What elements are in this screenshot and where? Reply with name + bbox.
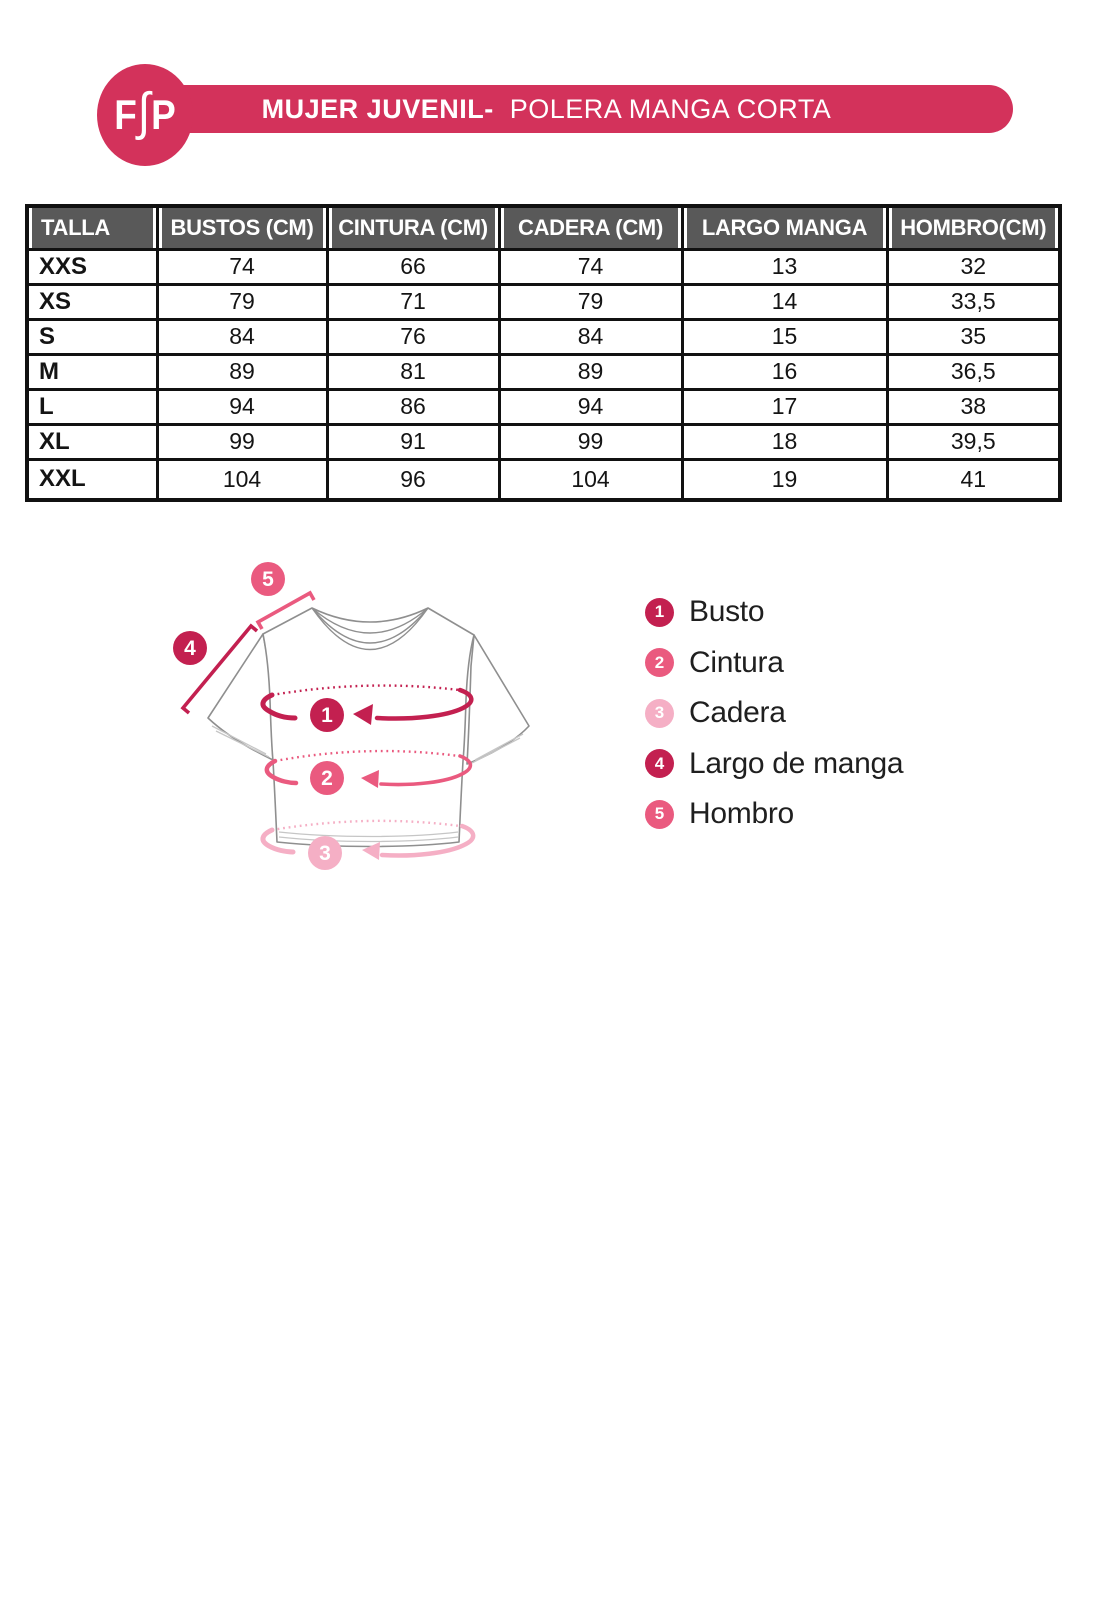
- size-label: XXS: [27, 249, 157, 284]
- banner-title: [262, 94, 832, 125]
- cadera-value: 84: [499, 319, 682, 354]
- cadera-value: 94: [499, 389, 682, 424]
- size-row-xxl: [27, 459, 1060, 500]
- cintura-value: 81: [327, 354, 499, 389]
- size-label: S: [27, 319, 157, 354]
- size-label: L: [27, 389, 157, 424]
- largo-manga-value: 14: [682, 284, 887, 319]
- brand-logo-letters: [114, 82, 176, 148]
- tshirt-measurement-diagram: [130, 548, 610, 888]
- cadera-value: 99: [499, 424, 682, 459]
- largo-manga-value: 15: [682, 319, 887, 354]
- banner-title-product: [502, 94, 510, 124]
- sleeve-marker-number: 4: [184, 637, 196, 660]
- size-row-xxs: [27, 249, 1060, 284]
- hombro-value: 32: [887, 249, 1060, 284]
- waist-marker-number: 2: [321, 767, 333, 790]
- hombro-value: 41: [887, 459, 1060, 500]
- hombro-value: 36,5: [887, 354, 1060, 389]
- logo-letter-s: ∫: [137, 83, 151, 141]
- bustos-value: 99: [157, 424, 327, 459]
- size-label: M: [27, 354, 157, 389]
- size-label: XS: [27, 284, 157, 319]
- size-row-m: [27, 354, 1060, 389]
- size-row-xl: [27, 424, 1060, 459]
- measurement-legend: [645, 587, 903, 840]
- banner-title-product-text: POLERA MANGA CORTA: [509, 93, 832, 124]
- cadera-value: 74: [499, 249, 682, 284]
- legend-dot-3: 3: [645, 699, 674, 728]
- largo-manga-value: 17: [682, 389, 887, 424]
- bust-marker-number: 1: [321, 704, 333, 727]
- legend-item-largo-de-manga: [645, 739, 903, 790]
- cintura-value: 71: [327, 284, 499, 319]
- bustos-value: 84: [157, 319, 327, 354]
- size-row-l: [27, 389, 1060, 424]
- legend-item-cadera: [645, 688, 903, 739]
- legend-label-cadera: Cadera: [689, 696, 786, 730]
- legend-item-busto: [645, 587, 903, 638]
- logo-letter-f: F: [114, 91, 137, 138]
- size-table: [25, 204, 1062, 502]
- cintura-value: 96: [327, 459, 499, 500]
- shoulder-marker-number: 5: [262, 568, 274, 591]
- hip-marker-number: 3: [319, 842, 331, 865]
- column-header-largo-manga: LARGO MANGA: [682, 206, 887, 249]
- bustos-value: 94: [157, 389, 327, 424]
- legend-dot-2: 2: [645, 648, 674, 677]
- largo-manga-value: 18: [682, 424, 887, 459]
- legend-label-largo-de-manga: Largo de manga: [689, 746, 904, 780]
- largo-manga-value: 13: [682, 249, 887, 284]
- column-header-bustos: BUSTOS (CM): [157, 206, 327, 249]
- largo-manga-value: 19: [682, 459, 887, 500]
- largo-manga-value: 16: [682, 354, 887, 389]
- size-row-s: [27, 319, 1060, 354]
- cintura-value: 76: [327, 319, 499, 354]
- hombro-value: 35: [887, 319, 1060, 354]
- bustos-value: 104: [157, 459, 327, 500]
- column-header-talla: TALLA: [27, 206, 157, 249]
- legend-dot-1: 1: [645, 598, 674, 627]
- header-banner: [160, 85, 1013, 133]
- legend-item-cintura: [645, 638, 903, 689]
- hombro-value: 39,5: [887, 424, 1060, 459]
- size-label: XXL: [27, 459, 157, 500]
- size-label: XL: [27, 424, 157, 459]
- column-header-cadera: CADERA (CM): [499, 206, 682, 249]
- size-table-header-row: [27, 206, 1060, 249]
- cintura-value: 66: [327, 249, 499, 284]
- column-header-cintura: CINTURA (CM): [327, 206, 499, 249]
- legend-label-busto: Busto: [689, 595, 765, 629]
- cadera-value: 104: [499, 459, 682, 500]
- legend-item-hombro: [645, 789, 903, 840]
- legend-dot-5: 5: [645, 800, 674, 829]
- cadera-value: 89: [499, 354, 682, 389]
- banner-title-category: MUJER JUVENIL-: [261, 93, 494, 124]
- bustos-value: 79: [157, 284, 327, 319]
- hombro-value: 33,5: [887, 284, 1060, 319]
- logo-letter-p: P: [151, 91, 176, 138]
- hombro-value: 38: [887, 389, 1060, 424]
- cintura-value: 91: [327, 424, 499, 459]
- column-header-hombro: HOMBRO(CM): [887, 206, 1060, 249]
- legend-label-hombro: Hombro: [689, 797, 794, 831]
- legend-dot-4: 4: [645, 749, 674, 778]
- brand-logo: [97, 64, 193, 166]
- bustos-value: 89: [157, 354, 327, 389]
- cadera-value: 79: [499, 284, 682, 319]
- legend-label-cintura: Cintura: [689, 645, 784, 679]
- size-row-xs: [27, 284, 1060, 319]
- tshirt-body: [263, 608, 474, 847]
- bustos-value: 74: [157, 249, 327, 284]
- cintura-value: 86: [327, 389, 499, 424]
